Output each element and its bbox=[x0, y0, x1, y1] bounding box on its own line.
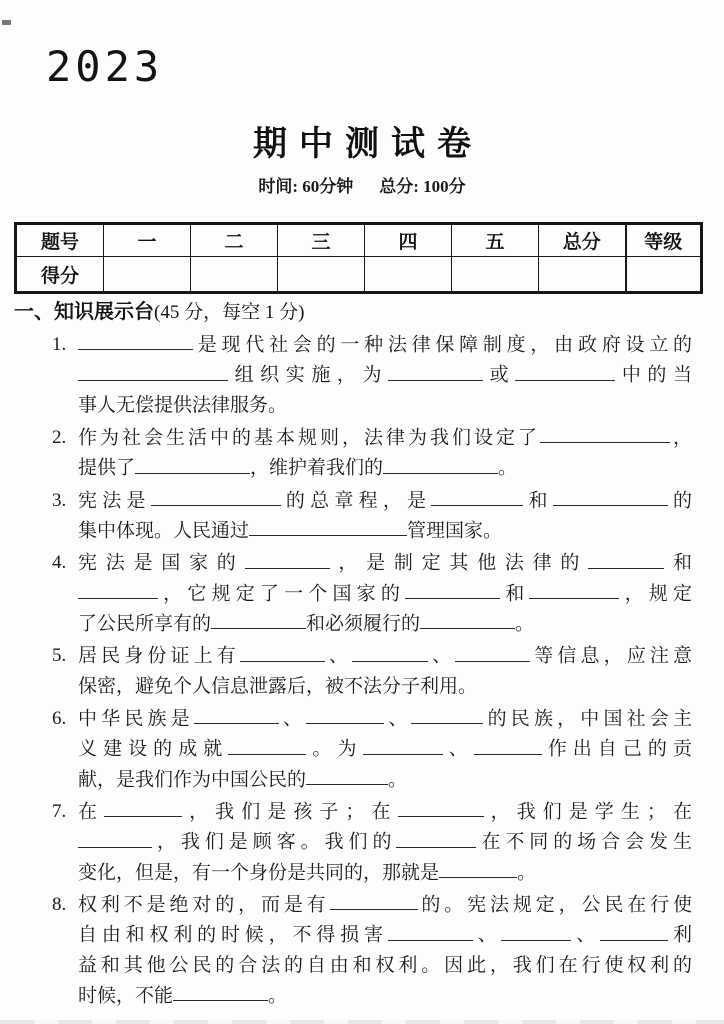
question-item bbox=[52, 330, 692, 421]
blank-line bbox=[420, 609, 515, 629]
blank-line bbox=[363, 734, 443, 754]
question-item bbox=[52, 704, 692, 795]
question-line: 时候，不能 。 bbox=[78, 981, 692, 1011]
question-line: 宪法是 的总章程，是 和 的 bbox=[78, 486, 692, 516]
question-line: 提供了 ，维护着我们的 。 bbox=[78, 453, 692, 483]
blank-line bbox=[135, 453, 250, 473]
question-line: 义建设的成就 。为 、 作出自己的贡 bbox=[78, 734, 692, 764]
question-number: 5. bbox=[52, 645, 67, 667]
blank-line bbox=[151, 486, 281, 506]
table-header-row bbox=[16, 224, 702, 257]
question-line: ，我们是顾客。我们的 在不同的场合会发生 bbox=[78, 827, 692, 857]
question-line: 变化，但是，有一个身份是共同的，那就是 。 bbox=[78, 858, 692, 888]
question-line: 是现代社会的一种法律保障制度，由政府设立的 bbox=[78, 330, 692, 360]
question-line: 组织实施，为 或 中的当 bbox=[78, 360, 692, 390]
score-cell bbox=[104, 257, 191, 293]
blank-line bbox=[245, 548, 330, 568]
score-cell bbox=[278, 257, 365, 293]
questions-list bbox=[52, 330, 692, 1013]
paper-title: 期中测试卷 bbox=[253, 126, 483, 163]
blank-line bbox=[515, 360, 615, 380]
blank-line bbox=[173, 981, 268, 1001]
question-line: 自由和权利的时候，不得损害 、 、 利 bbox=[78, 920, 692, 950]
question-line: 居民身份证上有 、 、 等信息，应注意 bbox=[78, 641, 692, 671]
blank-line bbox=[352, 641, 428, 661]
blank-line bbox=[78, 330, 193, 350]
question-line: 保密，避免个人信息泄露后，被不法分子利用。 bbox=[78, 675, 478, 697]
blank-line bbox=[529, 579, 619, 599]
blank-line bbox=[588, 548, 664, 568]
blank-line bbox=[431, 486, 523, 506]
section-heading bbox=[14, 295, 304, 324]
section-note: (45 分，每空 1 分) bbox=[154, 302, 305, 323]
question-line: 权利不是绝对的，而是有 的。宪法规定，公民在行使 bbox=[78, 890, 692, 920]
paper-meta bbox=[0, 172, 724, 197]
blank-line bbox=[396, 827, 476, 847]
question-item bbox=[52, 890, 692, 1011]
blank-line bbox=[330, 890, 418, 910]
header-cell-4: 四 bbox=[365, 224, 452, 257]
header-cell-question-no: 题号 bbox=[16, 224, 104, 257]
blank-line bbox=[383, 453, 498, 473]
question-item bbox=[52, 641, 692, 701]
score-cell bbox=[191, 257, 278, 293]
question-number: 1. bbox=[52, 334, 67, 355]
score-cell bbox=[365, 257, 452, 293]
header-cell-total: 总分 bbox=[539, 224, 626, 257]
blank-line bbox=[439, 858, 517, 878]
section-title: 一、知识展示台 bbox=[14, 301, 154, 323]
grade-cell bbox=[626, 257, 702, 293]
blank-line bbox=[388, 360, 483, 380]
question-line: 事人无偿提供法律服务。 bbox=[78, 394, 288, 416]
blank-line bbox=[411, 704, 483, 724]
question-item bbox=[52, 797, 692, 888]
question-number: 2. bbox=[52, 426, 67, 448]
question-item bbox=[52, 548, 692, 639]
question-number: 8. bbox=[52, 894, 67, 915]
blank-line bbox=[240, 641, 325, 661]
question-number: 7. bbox=[52, 800, 67, 822]
question-line: 了公民所享有的 和必须履行的 。 bbox=[78, 609, 692, 639]
blank-line bbox=[455, 641, 530, 661]
time-label: 时间: 60分钟 bbox=[258, 177, 354, 196]
question-line: 益和其他公民的合法的自由和权利。因此，我们在行使权利的 bbox=[78, 954, 692, 976]
header-cell-grade: 等级 bbox=[626, 224, 702, 257]
question-number: 3. bbox=[52, 489, 67, 511]
blank-line bbox=[306, 704, 384, 724]
blank-line bbox=[211, 609, 306, 629]
question-line: 献，是我们作为中国公民的 。 bbox=[78, 765, 692, 795]
year-label: 2023 bbox=[46, 42, 164, 91]
scan-edge bbox=[0, 1020, 724, 1024]
blank-line bbox=[501, 920, 571, 940]
table-score-row bbox=[16, 257, 702, 293]
blank-line bbox=[388, 920, 473, 940]
score-row-label: 得分 bbox=[16, 257, 104, 293]
question-line: 在 ，我们是孩子；在 ，我们是学生；在 bbox=[78, 797, 692, 827]
question-item bbox=[52, 486, 692, 547]
question-line: 作为社会生活中的基本规则，法律为我们设定了 ， bbox=[78, 423, 692, 453]
scan-artifact bbox=[2, 20, 11, 25]
score-table bbox=[14, 222, 703, 294]
blank-line bbox=[306, 765, 388, 785]
question-line: 中华民族是 、 、 的民族，中国社会主 bbox=[78, 704, 692, 734]
blank-line bbox=[249, 516, 407, 536]
question-line: ，它规定了一个国家的 和 ，规定 bbox=[78, 579, 692, 609]
blank-line bbox=[78, 360, 228, 380]
question-line: 集中体现。人民通过 管理国家。 bbox=[78, 516, 692, 546]
question-number: 4. bbox=[52, 552, 67, 574]
blank-line bbox=[474, 734, 542, 754]
score-cell bbox=[452, 257, 539, 293]
blank-line bbox=[78, 827, 152, 847]
blank-line bbox=[398, 797, 484, 817]
blank-line bbox=[194, 704, 279, 724]
question-item bbox=[52, 423, 692, 484]
blank-line bbox=[553, 486, 668, 506]
header-cell-5: 五 bbox=[452, 224, 539, 257]
score-cell bbox=[539, 257, 626, 293]
blank-line bbox=[104, 797, 182, 817]
question-number: 6. bbox=[52, 707, 67, 729]
header-cell-1: 一 bbox=[104, 224, 191, 257]
blank-line bbox=[78, 579, 158, 599]
blank-line bbox=[540, 423, 670, 443]
header-cell-3: 三 bbox=[278, 224, 365, 257]
blank-line bbox=[405, 579, 500, 599]
blank-line bbox=[600, 920, 668, 940]
total-score-label: 总分: 100分 bbox=[379, 177, 466, 196]
question-line: 宪法是国家的 ，是制定其他法律的 和 bbox=[78, 548, 692, 578]
header-cell-2: 二 bbox=[191, 224, 278, 257]
blank-line bbox=[228, 734, 306, 754]
